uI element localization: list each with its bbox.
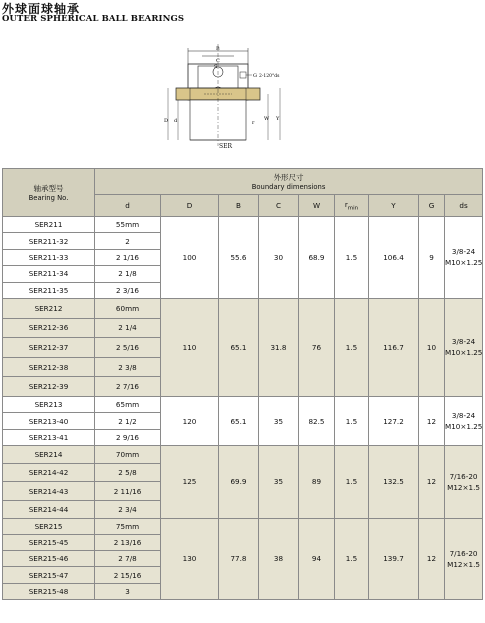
cell-bearing-no: SER214	[3, 446, 95, 464]
cell-bearing-no: SER215	[3, 518, 95, 534]
header-col-Y: Y	[369, 195, 419, 217]
cell-B: 69.9	[219, 446, 259, 519]
cell-d: 65mm	[95, 396, 161, 412]
cell-B: 65.1	[219, 298, 259, 396]
cell-d: 2 3/8	[95, 357, 161, 377]
cell-G: 10	[419, 298, 445, 396]
cell-bearing-no: SER215-46	[3, 551, 95, 567]
cell-d: 2	[95, 233, 161, 249]
cell-ds-metric: M12×1.5	[447, 559, 480, 569]
diagram-label-d-inner: d	[174, 118, 178, 124]
header-bearing-no	[3, 169, 95, 217]
cell-ds	[445, 396, 483, 445]
cell-bearing-no: SER214-44	[3, 500, 95, 518]
cell-bearing-no: SER211-34	[3, 266, 95, 282]
cell-G: 9	[419, 217, 445, 299]
cell-r: 1.5	[335, 446, 369, 519]
cell-D: 110	[161, 298, 219, 396]
cell-r: 1.5	[335, 518, 369, 599]
header-col-r: r	[344, 199, 348, 209]
cell-ds	[445, 298, 483, 396]
cell-C: 35	[259, 396, 299, 445]
table-row	[3, 396, 483, 412]
cell-d: 60mm	[95, 298, 161, 318]
diagram-label-r: r	[252, 120, 255, 126]
diagram-label-ds: 2-120°ds	[259, 74, 280, 79]
cell-bearing-no: SER215-48	[3, 583, 95, 599]
cell-D: 125	[161, 446, 219, 519]
cell-bearing-no: SER213-41	[3, 429, 95, 445]
cell-d: 2 7/16	[95, 377, 161, 397]
header-col-d: d	[95, 195, 161, 217]
cell-G: 12	[419, 446, 445, 519]
cell-d: 2 9/16	[95, 429, 161, 445]
cell-r: 1.5	[335, 396, 369, 445]
diagram-label-b: B	[216, 46, 220, 52]
bearing-cross-section-diagram	[160, 42, 300, 154]
cell-C: 35	[259, 446, 299, 519]
table-row	[3, 217, 483, 233]
cell-d: 2 1/2	[95, 413, 161, 429]
cell-B: 55.6	[219, 217, 259, 299]
diagram-label-c: C	[216, 58, 220, 64]
page-title-cn: 外球面球轴承	[2, 2, 81, 16]
diagram-label-w: W	[264, 116, 270, 122]
cell-D: 130	[161, 518, 219, 599]
cell-d: 2 15/16	[95, 567, 161, 583]
header-dims-cn: 外形尺寸	[273, 173, 304, 182]
cell-Y: 116.7	[369, 298, 419, 396]
cell-C: 31.8	[259, 298, 299, 396]
diagram-label-g: G	[253, 73, 257, 79]
cell-d: 3	[95, 583, 161, 599]
header-bearing-no-en: Bearing No.	[28, 194, 69, 202]
cell-W: 94	[299, 518, 335, 599]
cell-ds-metric: M10×1.25	[445, 422, 483, 431]
cell-bearing-no: SER214-42	[3, 464, 95, 482]
header-bearing-no-cn: 轴承型号	[33, 184, 64, 193]
cell-d: 2 3/16	[95, 282, 161, 298]
cell-Y: 132.5	[369, 446, 419, 519]
cell-r: 1.5	[335, 217, 369, 299]
header-col-r-sub: min	[347, 205, 359, 212]
diagram-label-d-outer: D	[164, 118, 169, 124]
cell-W: 76	[299, 298, 335, 396]
cell-Y: 106.4	[369, 217, 419, 299]
cell-G: 12	[419, 396, 445, 445]
cell-r: 1.5	[335, 298, 369, 396]
cell-d: 2 13/16	[95, 535, 161, 551]
cell-d: 2 7/8	[95, 551, 161, 567]
table-row	[3, 446, 483, 464]
cell-d: 2 1/16	[95, 249, 161, 265]
cell-bearing-no: SER213-40	[3, 413, 95, 429]
cell-W: 89	[299, 446, 335, 519]
cell-bearing-no: SER211-32	[3, 233, 95, 249]
cell-ds-metric: M12×1.5	[447, 482, 480, 492]
cell-bearing-no: SER212-36	[3, 318, 95, 338]
table-header	[3, 169, 483, 217]
cell-bearing-no: SER214-43	[3, 482, 95, 500]
cell-ds-thread: 3/8-24	[451, 411, 476, 420]
cell-bearing-no: SER212-38	[3, 357, 95, 377]
cell-Y: 127.2	[369, 396, 419, 445]
cell-ds-metric: M10×1.25	[445, 258, 483, 268]
cell-d: 2 5/16	[95, 338, 161, 358]
cell-d: 2 5/8	[95, 464, 161, 482]
header-col-B: B	[219, 195, 259, 217]
table-body	[3, 217, 483, 600]
cell-d: 75mm	[95, 518, 161, 534]
cell-ds-metric: M10×1.25	[445, 348, 483, 358]
header-col-W: W	[299, 195, 335, 217]
cell-ds	[445, 518, 483, 599]
cell-d: 2 11/16	[95, 482, 161, 500]
cell-bearing-no: SER211-33	[3, 249, 95, 265]
diagram-label-s: S	[214, 64, 218, 70]
cell-B: 77.8	[219, 518, 259, 599]
cell-ds	[445, 217, 483, 299]
cell-C: 30	[259, 217, 299, 299]
cell-ds-thread: 7/16-20	[449, 471, 478, 481]
header-col-rmin	[335, 195, 369, 217]
cell-d: 55mm	[95, 217, 161, 233]
cell-bearing-no: SER212-39	[3, 377, 95, 397]
cell-bearing-no: SER211	[3, 217, 95, 233]
cell-ds-thread: 7/16-20	[449, 548, 478, 558]
cell-bearing-no: SER215-45	[3, 535, 95, 551]
cell-bearing-no: SER212-37	[3, 338, 95, 358]
cell-bearing-no: SER212	[3, 298, 95, 318]
cell-W: 82.5	[299, 396, 335, 445]
header-col-C: C	[259, 195, 299, 217]
table-row	[3, 518, 483, 534]
cell-bearing-no: SER213	[3, 396, 95, 412]
header-boundary-dimensions	[95, 169, 483, 195]
cell-ds	[445, 446, 483, 519]
header-dims-en: Boundary dimensions	[251, 183, 326, 191]
table-row	[3, 298, 483, 318]
cell-G: 12	[419, 518, 445, 599]
cell-C: 38	[259, 518, 299, 599]
cell-D: 120	[161, 396, 219, 445]
cell-bearing-no: SER215-47	[3, 567, 95, 583]
cell-ds-thread: 3/8-24	[451, 247, 476, 257]
cell-W: 68.9	[299, 217, 335, 299]
cell-bearing-no: SER211-35	[3, 282, 95, 298]
cell-D: 100	[161, 217, 219, 299]
header-col-ds: ds	[445, 195, 483, 217]
cell-d: 2 1/8	[95, 266, 161, 282]
diagram-label-y: Y	[276, 116, 280, 122]
cell-d: 70mm	[95, 446, 161, 464]
cell-d: 2 1/4	[95, 318, 161, 338]
cell-ds-thread: 3/8-24	[451, 337, 476, 347]
diagram-caption: SER	[219, 143, 233, 150]
header-col-G: G	[419, 195, 445, 217]
cell-Y: 139.7	[369, 518, 419, 599]
cell-d: 2 3/4	[95, 500, 161, 518]
page-title-en: OUTER SPHERICAL BALL BEARINGS	[2, 14, 185, 24]
header-col-D: D	[161, 195, 219, 217]
bearing-dimensions-table	[2, 168, 483, 600]
cell-B: 65.1	[219, 396, 259, 445]
